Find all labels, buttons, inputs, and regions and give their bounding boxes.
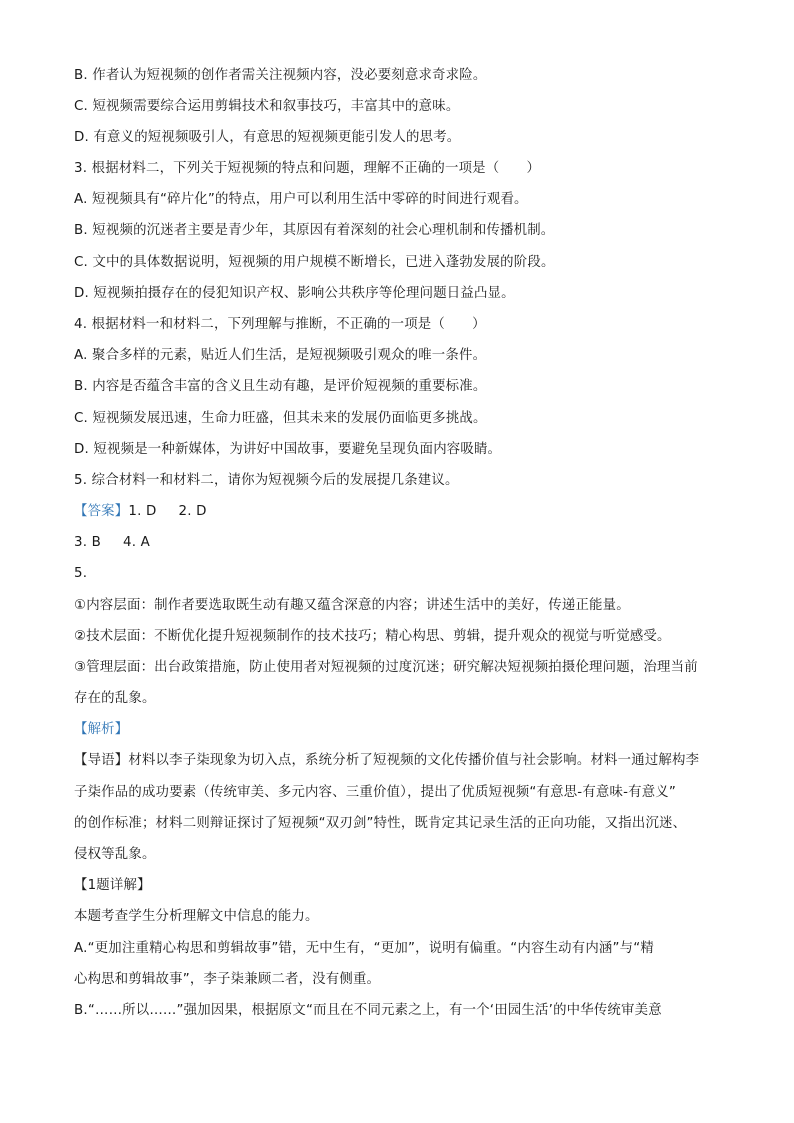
suggestion-management: ③管理层面：出台政策措施，防止使用者对短视频的过度沉迷；研究解决短视频拍摄伦理问题，治理当前 bbox=[74, 660, 698, 675]
analysis-label: 【解析】 bbox=[74, 722, 129, 737]
answer-2: 2. D bbox=[178, 504, 207, 519]
detail-line-3: 心构思和剪辑故事”，李子柒兼顾二者，没有侧重。 bbox=[74, 972, 381, 987]
option-c-q3: C. 文中的具体数据说明，短视频的用户规模不断增长，已进入蓬勃发展的阶段。 bbox=[74, 255, 555, 270]
option-b-q2: B. 作者认为短视频的创作者需关注视频内容，没必要刻意求奇求险。 bbox=[74, 68, 487, 83]
option-c-q4: C. 短视频发展迅速，生命力旺盛，但其未来的发展仍面临更多挑战。 bbox=[74, 411, 487, 426]
answer-4: 4. A bbox=[123, 535, 151, 550]
option-a-q4: A. 聚合多样的元素，贴近人们生活，是短视频吸引观众的唯一条件。 bbox=[74, 348, 487, 363]
guide-label: 【导语】 bbox=[74, 753, 129, 768]
detail-line-4: B.“……所以……”强加因果，根据原文“而且在不同元素之上，有一个‘田园生活’的中华传统审美意 bbox=[74, 1003, 662, 1018]
answer-3: 3. B bbox=[74, 535, 102, 550]
suggestion-management-cont: 存在的乱象。 bbox=[74, 691, 156, 706]
answer-line-2 bbox=[74, 533, 724, 553]
suggestion-content: ①内容层面：制作者要选取既生动有趣又蕴含深意的内容；讲述生活中的美好，传递正能量。 bbox=[74, 598, 630, 613]
guide-line-4: 侵权等乱象。 bbox=[74, 847, 156, 862]
guide-line-3: 的创作标准；材料二则辩证探讨了短视频“双刃剑”特性，既肯定其记录生活的正向功能，又指出沉迷、 bbox=[74, 816, 687, 831]
guide-line-1 bbox=[74, 751, 724, 771]
option-a-q3: A. 短视频具有“碎片化”的特点，用户可以利用生活中零碎的时间进行观看。 bbox=[74, 192, 528, 207]
question-3: 3. 根据材料二，下列关于短视频的特点和问题，理解不正确的一项是（ ） bbox=[74, 161, 541, 176]
answer-5: 5. bbox=[74, 566, 88, 581]
guide-text-1: 材料以李子柒现象为切入点，系统分析了短视频的文化传播价值与社会影响。材料一通过解构李 bbox=[128, 753, 700, 768]
guide-line-2: 子柒作品的成功要素（传统审美、多元内容、三重价值），提出了优质短视频“有意思-有意味-有意义” bbox=[74, 785, 677, 800]
option-b-q4: B. 内容是否蕴含丰富的含义且生动有趣，是评价短视频的重要标准。 bbox=[74, 379, 487, 394]
detail-line-1: 本题考查学生分析理解文中信息的能力。 bbox=[74, 909, 319, 924]
option-d-q3: D. 短视频拍摄存在的侵犯知识产权、影响公共秩序等伦理问题日益凸显。 bbox=[74, 286, 515, 301]
option-b-q3: B. 短视频的沉迷者主要是青少年，其原因有着深刻的社会心理机制和传播机制。 bbox=[74, 223, 555, 238]
question-4: 4. 根据材料一和材料二，下列理解与推断，不正确的一项是（ ） bbox=[74, 317, 486, 332]
option-d-q4: D. 短视频是一种新媒体，为讲好中国故事，要避免呈现负面内容吸睛。 bbox=[74, 442, 502, 457]
detail-label: 【1题详解】 bbox=[74, 878, 151, 893]
detail-line-2: A.“更加注重精心构思和剪辑故事”错，无中生有，“更加”，说明有偏重。“内容生动有内涵”与“精 bbox=[74, 941, 654, 956]
question-5: 5. 综合材料一和材料二，请你为短视频今后的发展提几条建议。 bbox=[74, 473, 459, 488]
option-c-q2: C. 短视频需要综合运用剪辑技术和叙事技巧，丰富其中的意味。 bbox=[74, 99, 460, 114]
answer-1: 1. D bbox=[128, 504, 157, 519]
option-d-q2: D. 有意义的短视频吸引人，有意思的短视频更能引发人的思考。 bbox=[74, 130, 461, 145]
answer-label: 【答案】 bbox=[74, 504, 129, 519]
answer-line-1 bbox=[74, 502, 724, 522]
suggestion-technique: ②技术层面：不断优化提升短视频制作的技术技巧；精心构思、剪辑，提升观众的视觉与听觉感受。 bbox=[74, 629, 671, 644]
